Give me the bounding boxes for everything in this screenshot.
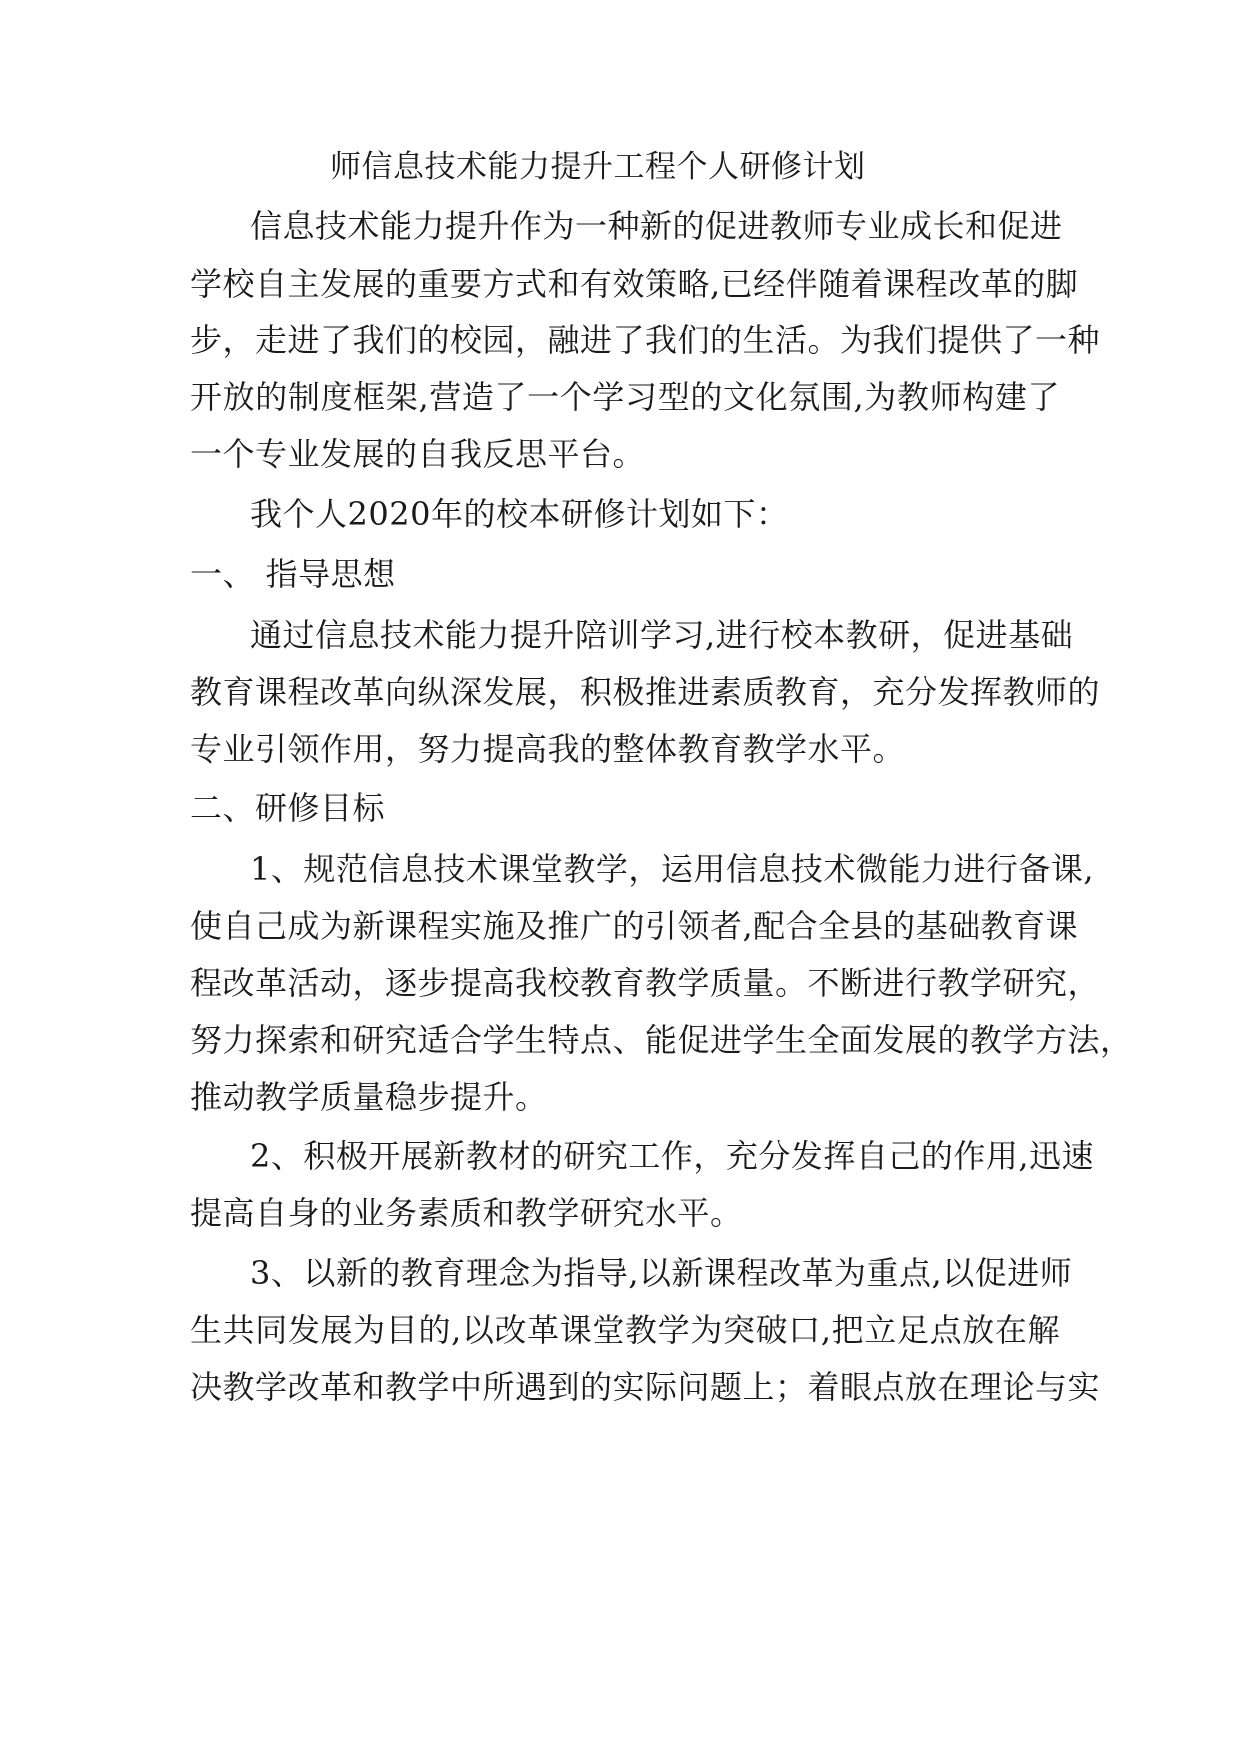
intro-line-1: 信息技术能力提升作为一种新的促进教师专业成长和促进	[250, 207, 1063, 245]
goal-3-line-2: 生共同发展为目的,以改革课堂教学为突破口,把立足点放在解	[190, 1311, 1060, 1349]
intro-line-3: 步，走进了我们的校园，融进了我们的生活。为我们提供了一种	[190, 321, 1101, 359]
intro-line-2: 学校自主发展的重要方式和有效策略,已经伴随着课程改革的脚	[190, 265, 1079, 303]
section-1-line-1: 通过信息技术能力提升陪训学习,进行校本教研，促进基础	[250, 616, 1074, 654]
goal-2-line-2: 提高自身的业务素质和教学研究水平。	[190, 1194, 743, 1232]
goal-1-line-1: 1、规范信息技术课堂教学，运用信息技术微能力进行备课,	[250, 850, 1095, 888]
intro-line-4: 开放的制度框架,营造了一个学习型的文化氛围,为教师构建了	[190, 378, 1060, 416]
goal-1-line-2: 使自己成为新课程实施及推广的引领者,配合全县的基础教育课	[190, 907, 1079, 945]
page-title: 师信息技术能力提升工程个人研修计划	[330, 149, 866, 185]
goal-3-line-1: 3、以新的教育理念为指导,以新课程改革为重点,以促进师	[250, 1254, 1073, 1292]
goal-1-line-5: 推动教学质量稳步提升。	[190, 1078, 548, 1116]
plan-intro: 我个人2020年的校本研修计划如下：	[250, 495, 789, 533]
goal-1-line-3: 程改革活动，逐步提高我校教育教学质量。不断进行教学研究，	[190, 964, 1101, 1002]
section-1-heading: 一、 指导思想	[190, 555, 396, 593]
section-1-line-3: 专业引领作用，努力提高我的整体教育教学水平。	[190, 730, 906, 768]
intro-line-5: 一个专业发展的自我反思平台。	[190, 435, 646, 473]
section-1-line-2: 教育课程改革向纵深发展，积极推进素质教育，充分发挥教师的	[190, 673, 1101, 711]
goal-2-line-1: 2、积极开展新教材的研究工作，充分发挥自己的作用,迅速	[250, 1137, 1095, 1175]
goal-1-line-4: 努力探索和研究适合学生特点、能促进学生全面发展的教学方法，	[190, 1021, 1133, 1059]
goal-3-line-3: 决教学改革和教学中所遇到的实际问题上；着眼点放在理论与实	[190, 1368, 1101, 1406]
section-2-heading: 二、研修目标	[190, 789, 386, 827]
